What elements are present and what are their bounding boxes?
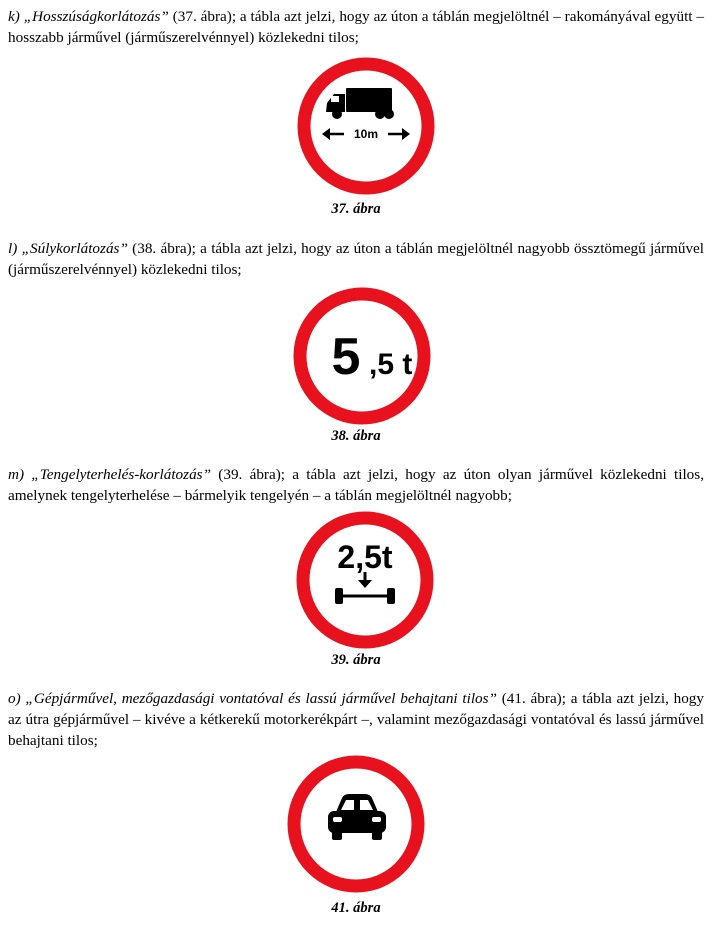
figure-caption-37: 37. ábra	[331, 201, 381, 217]
motor-vehicle-prohibited-sign	[286, 754, 426, 894]
weight-small-digits: ,5 t	[369, 348, 413, 381]
paragraph-k	[8, 6, 704, 48]
weight-limit-sign	[292, 286, 432, 426]
item-letter: o)	[8, 690, 21, 707]
length-value: 10m	[353, 127, 379, 141]
figure-caption-39: 39. ábra	[331, 652, 381, 668]
figure-caption-41: 41. ábra	[331, 900, 381, 916]
axle-load-limit-sign	[295, 510, 435, 650]
paragraph-m	[8, 464, 704, 506]
axle-load-value: 2,5t	[337, 539, 393, 575]
sign-name: „Hosszúságkorlátozás”	[23, 8, 169, 25]
item-letter: k)	[8, 8, 20, 25]
sign-name: „Tengelyterhelés-korlátozás”	[31, 466, 212, 483]
item-letter: l)	[8, 240, 18, 257]
paragraph-o	[8, 688, 704, 751]
description: (37. ábra); a tábla azt jelzi, hogy az úton a táblán megjelöltnél – rakományával együtt – hosszabb járművel (járműszerelvénnyel) közlekedni tilos;	[8, 8, 704, 46]
length-limit-sign	[296, 56, 436, 196]
paragraph-l	[8, 238, 704, 280]
description: (39. ábra); a tábla azt jelzi, hogy az úton olyan járművel közlekedni tilos, amelynek tengelyterhelése – bármelyik tengelyén – a táblán megjelöltnél nagyobb;	[8, 466, 704, 504]
figure-caption-38: 38. ábra	[331, 428, 381, 444]
sign-name: „Súlykorlátozás”	[21, 240, 128, 257]
item-letter: m)	[8, 466, 25, 483]
description: (41. ábra); a tábla azt jelzi, hogy az útra gépjárművel – kivéve a kétkerekű motorkerékpárt –, valamint mezőgazdasági vontatóval és lassú járművel behajtani tilos;	[8, 690, 704, 749]
weight-big-digit: 5	[331, 328, 361, 386]
description: (38. ábra); a tábla azt jelzi, hogy az úton a táblán megjelöltnél nagyobb össztömegű járművel (járműszerelvénnyel) közlekedni tilos;	[8, 240, 704, 278]
sign-name: „Gépjárművel, mezőgazdasági vontatóval és lassú járművel behajtani tilos”	[25, 690, 497, 707]
